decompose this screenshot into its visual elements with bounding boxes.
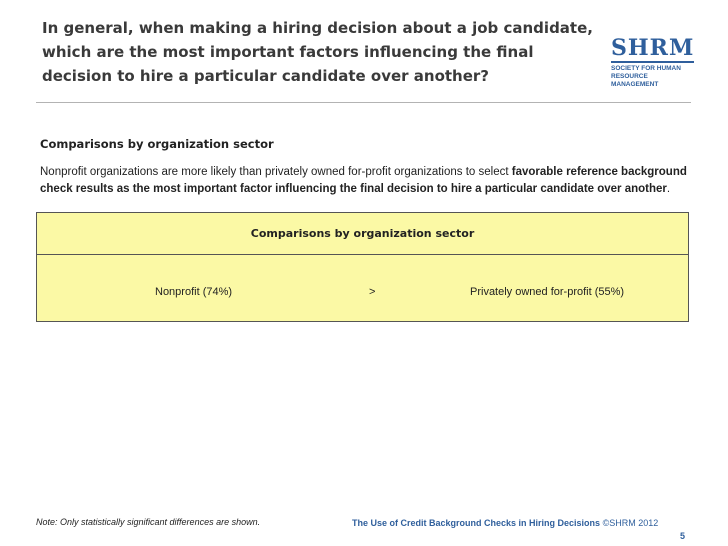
page-number: 5 bbox=[680, 531, 686, 541]
table-cell-for-profit: Privately owned for-profit (55%) bbox=[470, 286, 625, 298]
footer-copyright: ©SHRM 2012 bbox=[602, 518, 659, 528]
shrm-logo bbox=[611, 35, 695, 88]
section-heading: Comparisons by organization sector bbox=[40, 137, 274, 151]
footnote: Note: Only statistically significant differences are shown. bbox=[36, 517, 261, 527]
footer-title: The Use of Credit Background Checks in Hiring Decisions bbox=[352, 518, 601, 528]
description-part2: . bbox=[666, 183, 671, 195]
table-cell-nonprofit: Nonprofit (74%) bbox=[155, 286, 233, 298]
shrm-logo-tagline-line1: SOCIETY FOR HUMAN bbox=[611, 65, 681, 72]
comparison-table bbox=[36, 212, 689, 322]
description-text bbox=[40, 164, 700, 198]
shrm-logo-letters: SHRM bbox=[611, 35, 695, 61]
header-divider bbox=[36, 102, 691, 103]
shrm-logo-tagline bbox=[611, 65, 691, 89]
description-part1: Nonprofit organizations are more likely than privately owned for-profit organizations to select bbox=[40, 166, 512, 178]
shrm-logo-tagline-line2: RESOURCE MANAGEMENT bbox=[611, 73, 659, 88]
shrm-logo-mark bbox=[611, 35, 695, 63]
table-cell-operator: > bbox=[369, 286, 376, 298]
table-header: Comparisons by organization sector bbox=[37, 213, 688, 255]
slide-title: In general, when making a hiring decision about a job candidate, which are the most important factors influencing the final decision to hire a particular candidate over another? bbox=[42, 19, 593, 85]
footer-source bbox=[352, 518, 658, 528]
description-bold: favorable reference background check results as the most important factor influencing the final decision to hire a particular candidate over another bbox=[40, 166, 687, 195]
table-row bbox=[37, 255, 688, 321]
